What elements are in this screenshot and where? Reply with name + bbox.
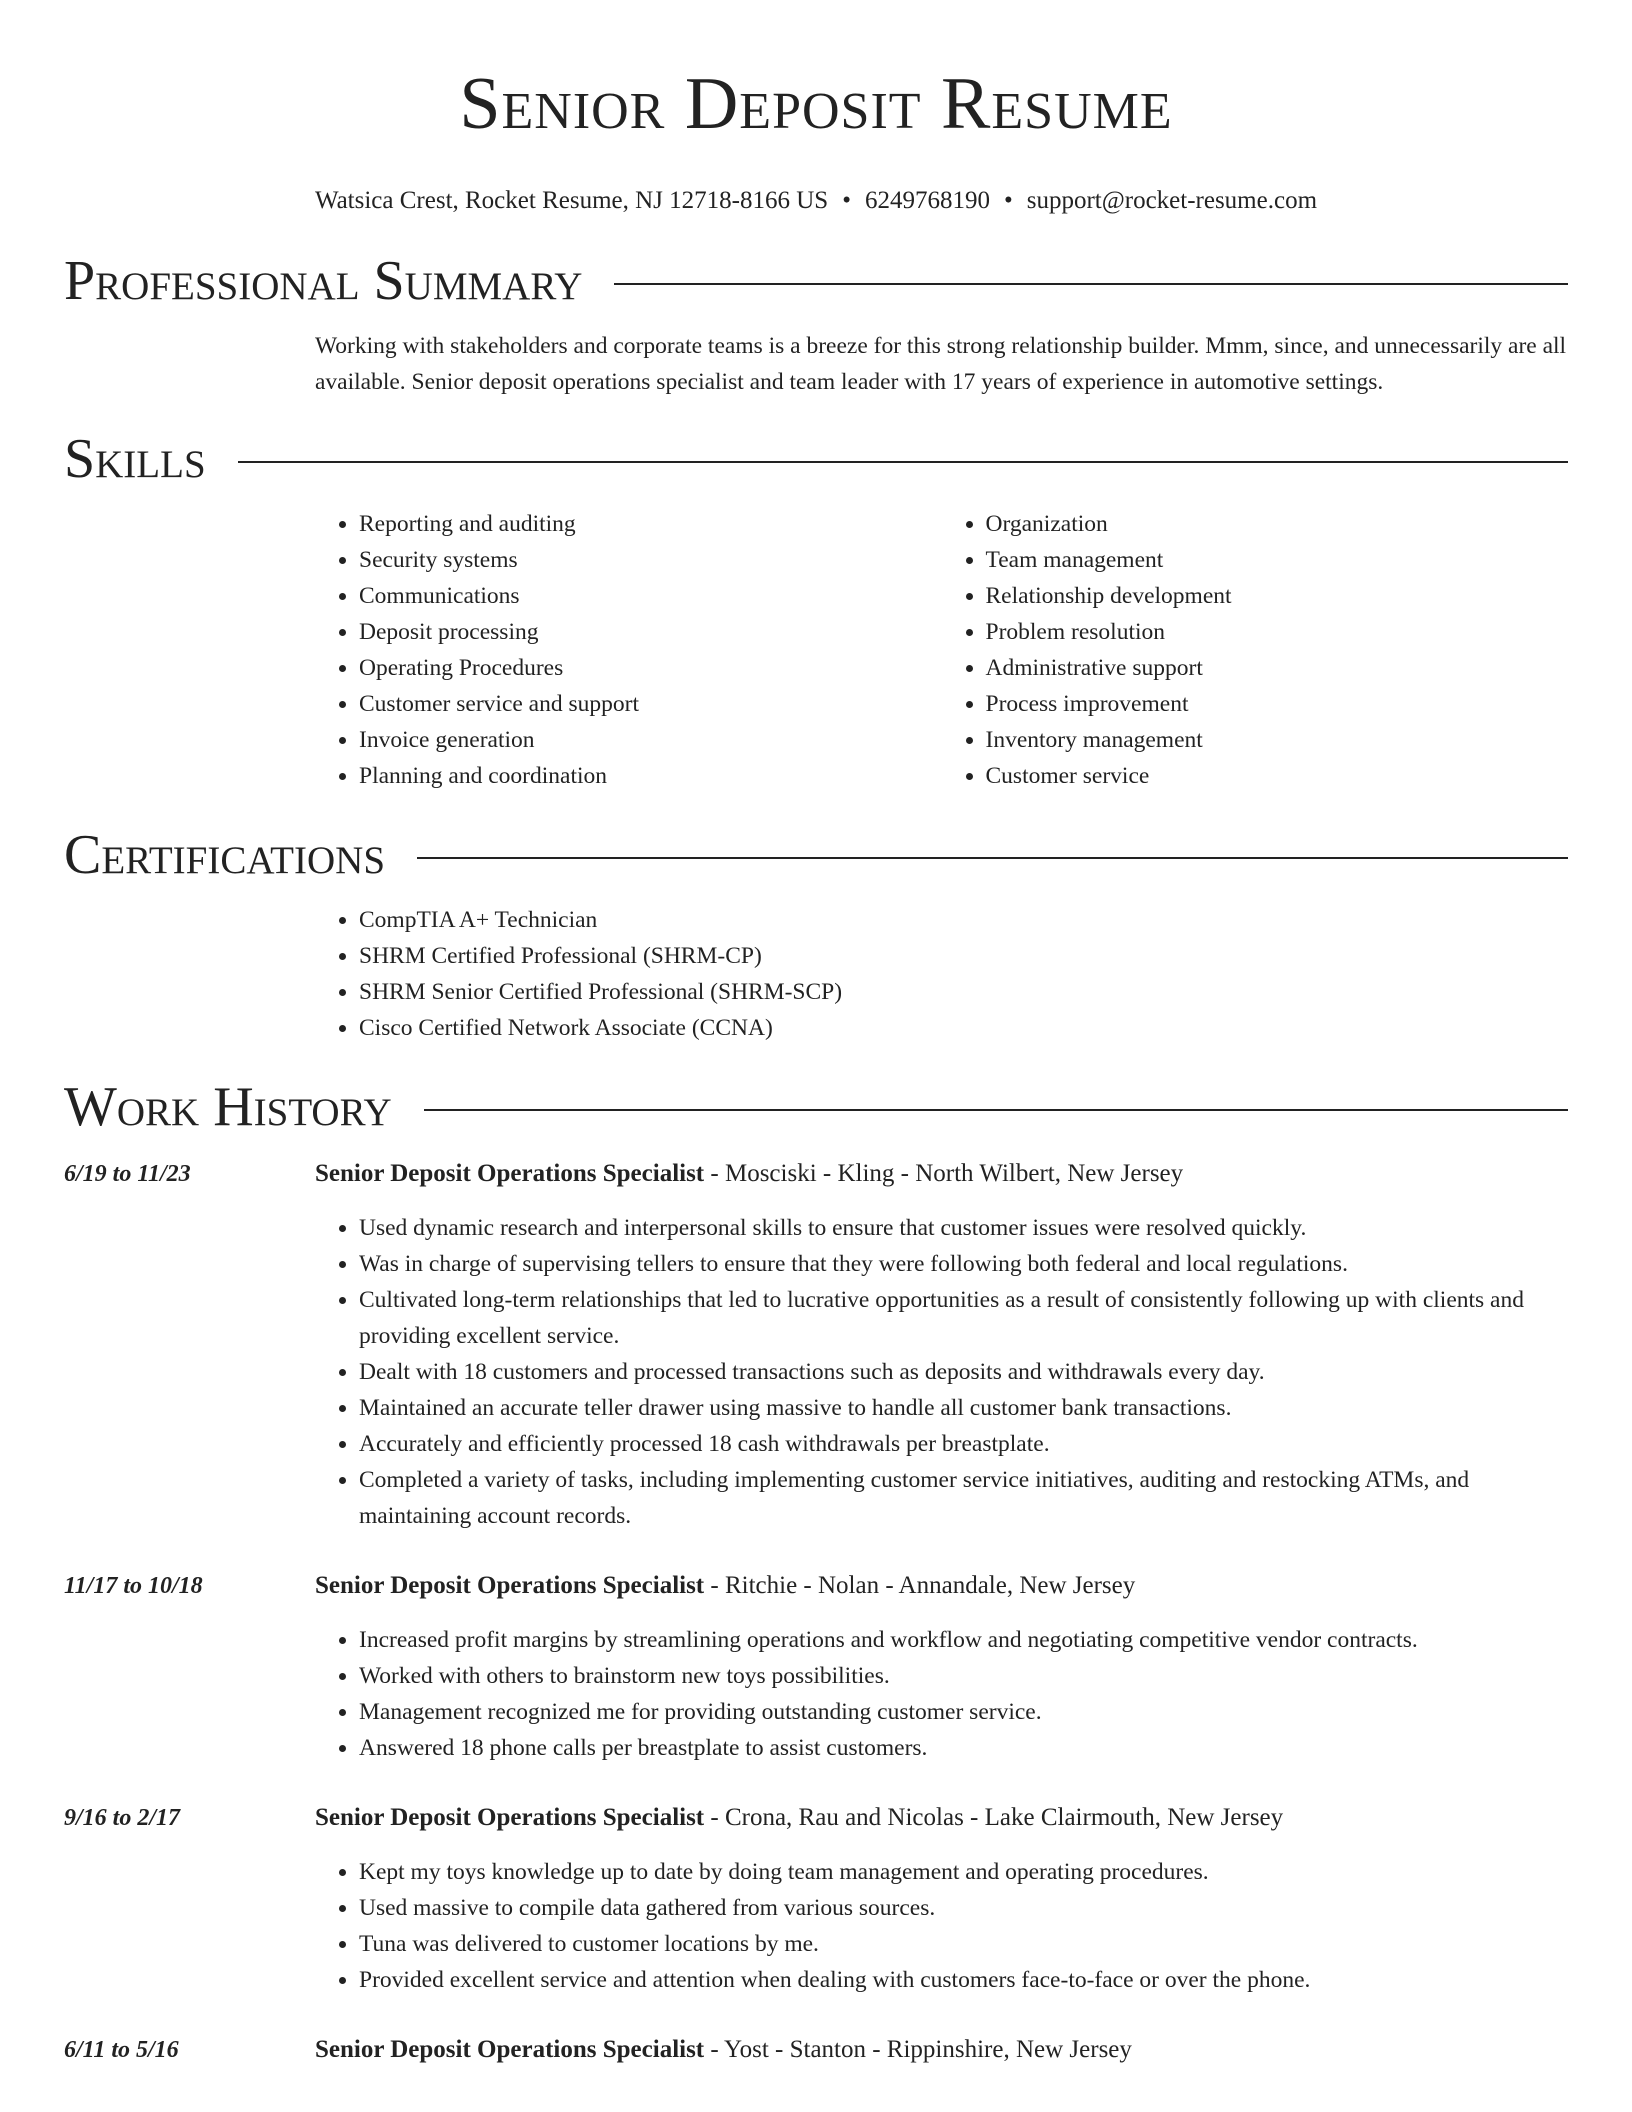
contact-separator: •: [842, 187, 851, 214]
job-bullet-list: [315, 1622, 1568, 1766]
skills-list: [315, 506, 1568, 794]
list-item: • Administrative support: [986, 650, 1569, 686]
contact-phone: 6249768190: [864, 187, 990, 214]
job-dates: 6/19 to 11/23: [64, 1161, 191, 1187]
job-employer: - Yost - Stanton - Rippinshire, New Jersey: [704, 2036, 1132, 2063]
list-item: • Cisco Certified Network Associate (CCNA): [359, 1010, 1568, 1046]
contact-separator: •: [1003, 187, 1013, 214]
certifications-heading: Certifications: [64, 824, 386, 886]
list-item: • Increased profit margins by streamlining operations and workflow and negotiating competitive vendor contracts.: [359, 1622, 1568, 1658]
contact-line: [64, 186, 1568, 216]
list-item: • Process improvement: [986, 686, 1569, 722]
list-item: • Tuna was delivered to customer locations by me.: [359, 1926, 1568, 1962]
job-employer: - Crona, Rau and Nicolas - Lake Clairmouth, New Jersey: [704, 1804, 1284, 1831]
job-title: Senior Deposit Operations Specialist: [315, 1160, 705, 1187]
job-employer: - Ritchie - Nolan - Annandale, New Jersey: [704, 1572, 1136, 1599]
section-divider: [614, 283, 1568, 285]
job-title: Senior Deposit Operations Specialist: [315, 1572, 705, 1599]
list-item: • Accurately and efficiently processed 18 cash withdrawals per breastplate.: [359, 1426, 1568, 1462]
job-responsibilities: [315, 1854, 1568, 1998]
list-item: • Planning and coordination: [359, 758, 942, 794]
job-title: Senior Deposit Operations Specialist: [315, 1804, 705, 1831]
job-bullet-list: [315, 1854, 1568, 1998]
job-responsibilities: [315, 1622, 1568, 1766]
list-item: • Security systems: [359, 542, 942, 578]
certifications-body: [315, 902, 1568, 1046]
summary-heading: Professional Summary: [64, 250, 583, 312]
list-item: • Cultivated long-term relationships that led to lucrative opportunities as a result of consistently following up with clients and providing excellent service.: [359, 1282, 1568, 1354]
list-item: • Used dynamic research and interpersonal skills to ensure that customer issues were resolved quickly.: [359, 1210, 1568, 1246]
list-item: • Deposit processing: [359, 614, 942, 650]
certifications-section-header: [64, 820, 1568, 890]
job-title-line: [315, 1800, 1568, 1836]
skills-column-right: [942, 506, 1569, 794]
list-item: • Used massive to compile data gathered from various sources.: [359, 1890, 1568, 1926]
list-item: • Customer service and support: [359, 686, 942, 722]
list-item: • Team management: [986, 542, 1569, 578]
list-item: • Completed a variety of tasks, including implementing customer service initiatives, auditing and restocking ATMs, and maintaining account records.: [359, 1462, 1568, 1534]
job-entry: [64, 2032, 1568, 2068]
job-bullet-list: [315, 1210, 1568, 1534]
list-item: • Customer service: [986, 758, 1569, 794]
job-dates: 9/16 to 2/17: [64, 1805, 181, 1831]
list-item: • Organization: [986, 506, 1569, 542]
skills-section-header: [64, 424, 1568, 494]
list-item: • CompTIA A+ Technician: [359, 902, 1568, 938]
list-item: • Communications: [359, 578, 942, 614]
list-item: • Invoice generation: [359, 722, 942, 758]
list-item: • Was in charge of supervising tellers to ensure that they were following both federal and local regulations.: [359, 1246, 1568, 1282]
work-section-header: [64, 1072, 1568, 1142]
list-item: • Dealt with 18 customers and processed transactions such as deposits and withdrawals every day.: [359, 1354, 1568, 1390]
list-item: • Inventory management: [986, 722, 1569, 758]
summary-section-header: [64, 246, 1568, 316]
list-item: • Answered 18 phone calls per breastplate to assist customers.: [359, 1730, 1568, 1766]
work-history-list: [64, 1156, 1568, 2068]
list-item: • SHRM Certified Professional (SHRM-CP): [359, 938, 1568, 974]
job-entry: [64, 1568, 1568, 1766]
job-entry: [64, 1156, 1568, 1534]
section-divider: [424, 1109, 1568, 1111]
job-responsibilities: [315, 1210, 1568, 1534]
list-item: • Operating Procedures: [359, 650, 942, 686]
resume-page: [64, 0, 1568, 2068]
job-title-line: [315, 1568, 1568, 1604]
list-item: • Problem resolution: [986, 614, 1569, 650]
list-item: • Reporting and auditing: [359, 506, 942, 542]
section-divider: [238, 461, 1568, 463]
contact-address: Watsica Crest, Rocket Resume, NJ 12718-8166 US: [314, 187, 829, 214]
list-item: • Provided excellent service and attention when dealing with customers face-to-face or over the phone.: [359, 1962, 1568, 1998]
job-entry: [64, 1800, 1568, 1998]
job-dates: 6/11 to 5/16: [64, 2037, 179, 2063]
job-title: Senior Deposit Operations Specialist: [315, 2036, 705, 2063]
skills-heading: Skills: [64, 428, 206, 490]
summary-text: Working with stakeholders and corporate teams is a breeze for this strong relationship builder. Mmm, since, and unnecessarily are all available. Senior deposit operations specialist and team leader with 17 years of experience in automotive settings.: [315, 333, 1567, 395]
work-heading: Work History: [64, 1076, 392, 1138]
skills-column-left: [315, 506, 942, 794]
certifications-list: [315, 902, 1568, 1046]
contact-email: support@rocket-resume.com: [1026, 187, 1318, 214]
job-title-line: [315, 1156, 1568, 1192]
job-title-line: [315, 2032, 1568, 2068]
section-divider: [417, 857, 1568, 859]
list-item: • SHRM Senior Certified Professional (SHRM-SCP): [359, 974, 1568, 1010]
list-item: • Worked with others to brainstorm new toys possibilities.: [359, 1658, 1568, 1694]
resume-title: Senior Deposit Resume: [459, 63, 1173, 145]
job-dates: 11/17 to 10/18: [64, 1573, 203, 1599]
summary-body: [315, 328, 1568, 400]
list-item: • Management recognized me for providing outstanding customer service.: [359, 1694, 1568, 1730]
list-item: • Kept my toys knowledge up to date by doing team management and operating procedures.: [359, 1854, 1568, 1890]
list-item: • Relationship development: [986, 578, 1569, 614]
job-employer: - Mosciski - Kling - North Wilbert, New Jersey: [704, 1160, 1184, 1187]
list-item: • Maintained an accurate teller drawer using massive to handle all customer bank transactions.: [359, 1390, 1568, 1426]
